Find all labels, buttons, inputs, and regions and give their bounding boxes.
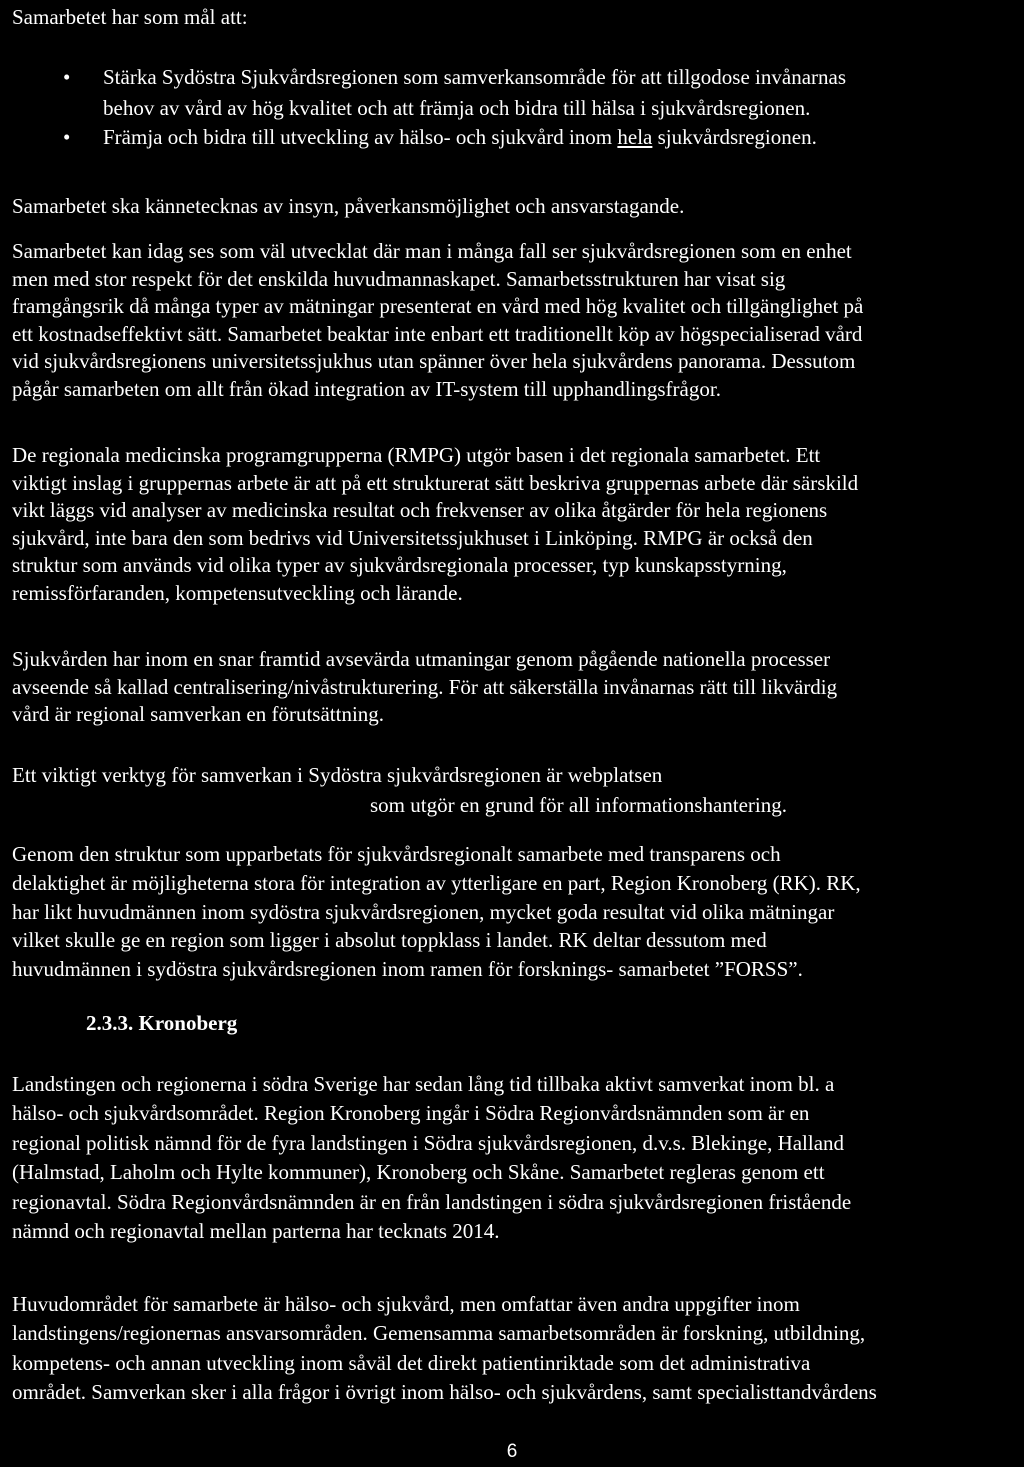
p3-line: struktur som används vid olika typer av sjukvårdsregionala processer, typ kunskapsstyrning, xyxy=(12,553,787,578)
goal-2-after: sjukvårdsregionen. xyxy=(652,125,817,149)
p2-line: men med stor respekt för det enskilda huvudmannaskapet. Samarbetsstrukturen har visat sig xyxy=(12,266,786,291)
p6-line: har likt huvudmännen inom sydöstra sjukvårdsregionen, mycket goda resultat vid olika mätningar xyxy=(12,899,835,924)
p2-line: Samarbetet kan idag ses som väl utvecklat där man i många fall ser sjukvårdsregionen som en enhet xyxy=(12,239,852,263)
paragraph-5 xyxy=(12,760,1016,820)
paragraph-1 xyxy=(12,193,1016,220)
p4-line: Sjukvården har inom en snar framtid avsevärda utmaningar genom pågående nationella processer xyxy=(12,647,831,671)
goal-2-emphasis: hela xyxy=(617,125,653,149)
paragraph-6 xyxy=(12,840,1016,984)
paragraph-2 xyxy=(12,238,1016,404)
p4-line: vård är regional samverkan en förutsättning. xyxy=(12,702,385,727)
paragraph-7 xyxy=(12,1070,1016,1246)
p7-line: nämnd och regionavtal mellan parterna har tecknats 2014. xyxy=(12,1219,500,1244)
p4-line: avseende så kallad centralisering/nivåstrukturering. För att säkerställa invånarnas rätt till likvärdig xyxy=(12,674,838,699)
goal-item-2 xyxy=(0,124,1024,151)
paragraph-4 xyxy=(12,646,1016,729)
p7-line: regionavtal. Södra Regionvårdsnämnden är en från landstingen i södra sjukvårdsregionen fristående xyxy=(12,1189,852,1214)
p6-line: huvudmännen i sydöstra sjukvårdsregionen inom ramen för forsknings- samarbetet ”FORSS”. xyxy=(12,957,803,982)
bullet-icon: • xyxy=(63,65,71,89)
p6-line: Genom den struktur som upparbetats för sjukvårdsregionalt samarbete med transparens och xyxy=(12,842,781,866)
p7-line: regional politisk nämnd för de fyra landstingen i Södra sjukvårdsregionen, d.v.s. Blekinge, Halland xyxy=(12,1130,845,1155)
p2-line: framgångsrik då många typer av mätningar presenterat en vård med hög kvalitet och tillgänglighet på xyxy=(12,294,864,319)
p2-line: pågår samarbeten om allt från ökad integration av IT-system till upphandlingsfrågor. xyxy=(12,376,721,401)
paragraph-3 xyxy=(12,442,1016,608)
section-heading: 2.3.3. Kronoberg xyxy=(86,1011,238,1035)
p8-line: landstingens/regionernas ansvarsområden. Gemensamma samarbetsområden är forskning, utbildning, xyxy=(12,1321,866,1346)
goal-2-before: Främja och bidra till utveckling av hälso- och sjukvård inom xyxy=(103,125,618,149)
p7-line: hälso- och sjukvårdsområdet. Region Kronoberg ingår i Södra Regionvårdsnämnden som är en xyxy=(12,1101,810,1126)
goal-2-line xyxy=(103,124,1024,151)
bullet-icon: • xyxy=(63,125,71,149)
paragraph-8 xyxy=(12,1290,1016,1408)
p1-line: Samarbetet ska kännetecknas av insyn, påverkansmöjlighet och ansvarstagande. xyxy=(12,194,685,218)
p5-line-2: som utgör en grund för all informationshantering. xyxy=(370,793,787,817)
p7-line: (Halmstad, Laholm och Hylte kommuner), Kronoberg och Skåne. Samarbetet regleras genom ett xyxy=(12,1160,825,1185)
p3-line: viktigt inslag i gruppernas arbete är att på ett strukturerat sätt beskriva gruppernas arbete där särskild xyxy=(12,470,859,495)
p3-line: remissförfaranden, kompetensutveckling och lärande. xyxy=(12,580,463,605)
p6-line: delaktighet är möjligheterna stora för integration av ytterligare en part, Region Kronoberg (RK). RK, xyxy=(12,870,861,895)
p7-line: Landstingen och regionerna i södra Sverige har sedan lång tid tillbaka aktivt samverkat inom bl. a xyxy=(12,1072,835,1096)
intro-text xyxy=(12,4,1016,31)
p8-line: Huvudområdet för samarbete är hälso- och sjukvård, men omfattar även andra uppgifter inom xyxy=(12,1292,800,1316)
page-number: 6 xyxy=(506,1441,518,1462)
p6-line: vilket skulle ge en region som ligger i absolut toppklass i landet. RK deltar dessutom med xyxy=(12,928,767,953)
p2-line: ett kostnadseffektivt sätt. Samarbetet beaktar inte enbart ett traditionellt köp av högspecialiserad vård xyxy=(12,321,863,346)
p5-line-1: Ett viktigt verktyg för samverkan i Sydöstra sjukvårdsregionen är webplatsen xyxy=(12,763,663,787)
goal-1-line-1: Stärka Sydöstra Sjukvårdsregionen som samverkansområde för att tillgodose invånarnas xyxy=(103,65,846,89)
p2-line: vid sjukvårdsregionens universitetssjukhus utan spänner över hela sjukvårdens panorama. Dessutom xyxy=(12,349,856,374)
goal-item-1 xyxy=(0,64,1024,122)
goal-1-line-2: behov av vård av hög kvalitet och att främja och bidra till hälsa i sjukvårdsregionen. xyxy=(103,96,811,120)
p8-line: området. Samverkan sker i alla frågor i övrigt inom hälso- och sjukvårdens, samt specialisttandvårdens xyxy=(12,1380,877,1405)
p3-line: sjukvård, inte bara den som bedrivs vid Universitetssjukhuset i Linköping. RMPG är också den xyxy=(12,525,813,550)
p3-line: De regionala medicinska programgrupperna (RMPG) utgör basen i det regionala samarbetet. Ett xyxy=(12,443,821,467)
goals-list xyxy=(0,64,1024,151)
p8-line: kompetens- och annan utveckling inom såväl det direkt patientinriktade som det administrativa xyxy=(12,1350,811,1375)
p3-line: vikt läggs vid analyser av medicinska resultat och frekvenser av olika åtgärder för hela regionens xyxy=(12,498,828,523)
intro-line: Samarbetet har som mål att: xyxy=(12,5,248,29)
